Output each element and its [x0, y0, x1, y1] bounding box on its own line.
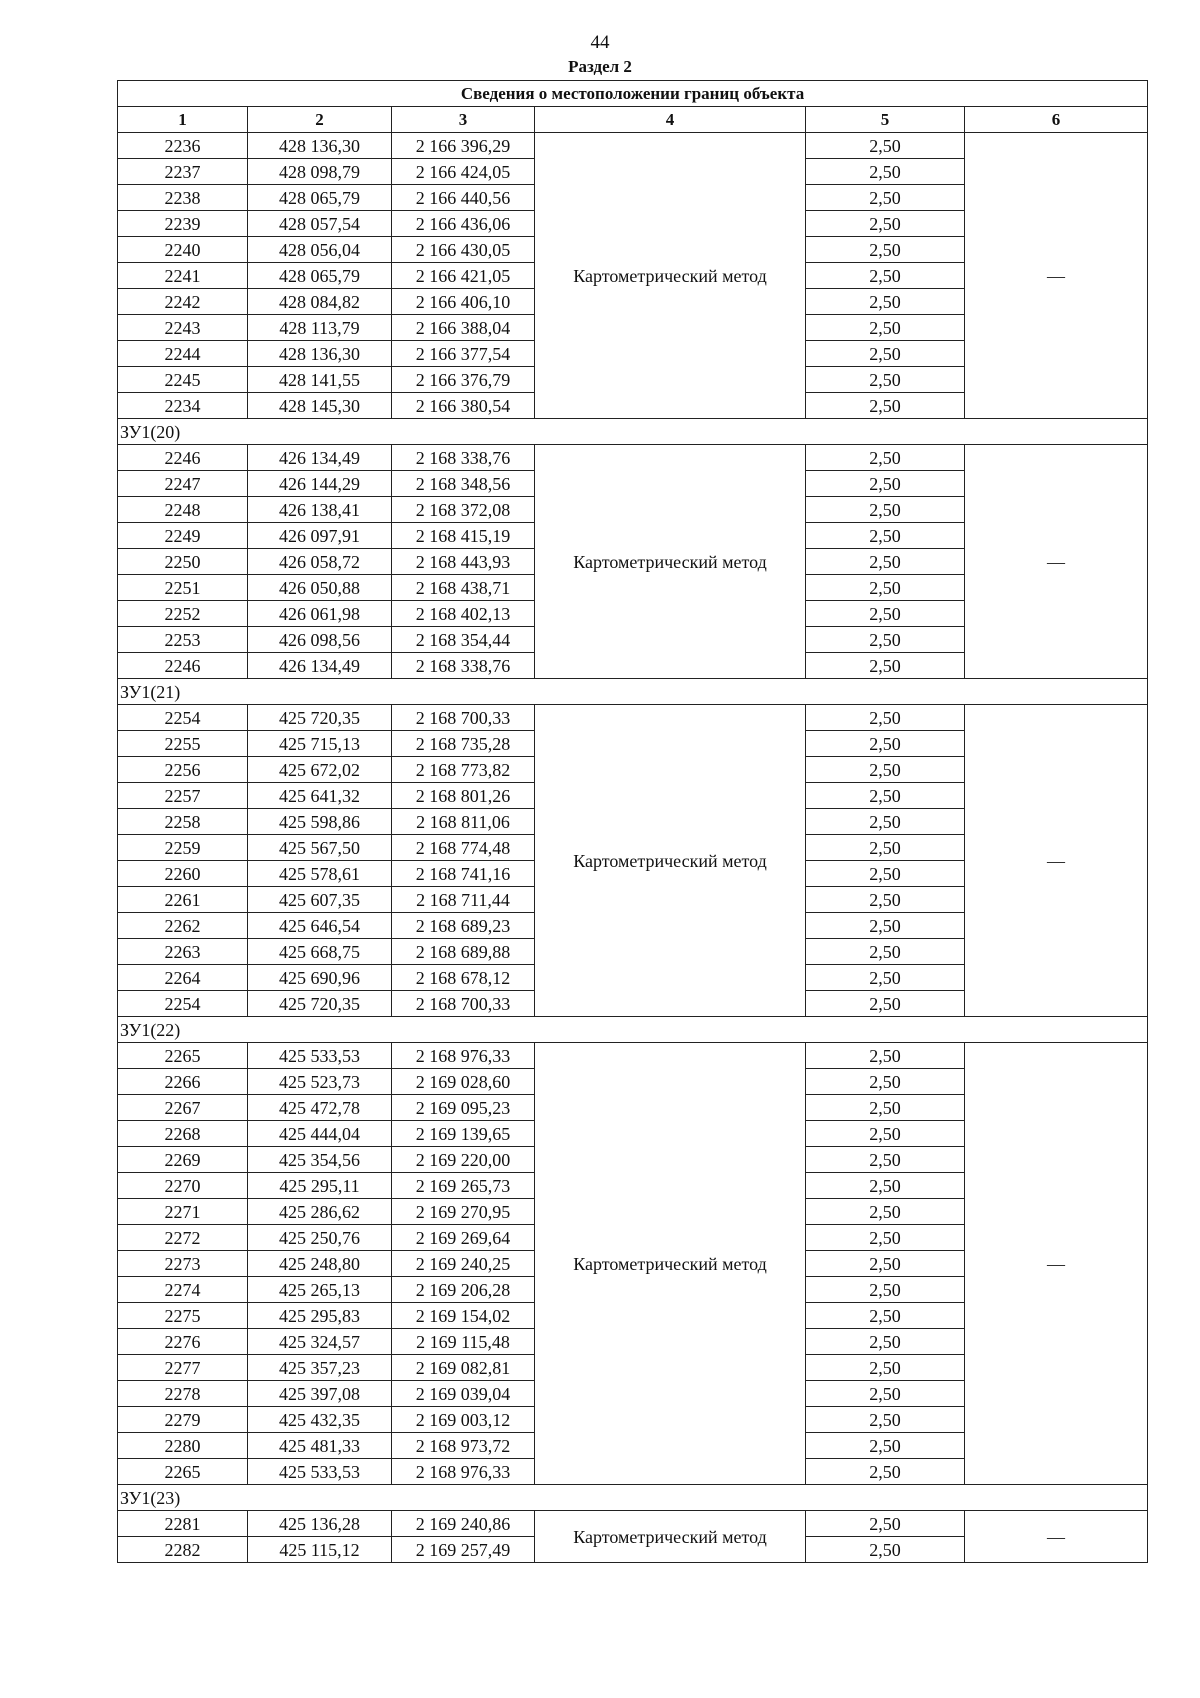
group-label: ЗУ1(23) [118, 1485, 1148, 1511]
coord-x: 426 061,98 [248, 601, 392, 627]
coord-y: 2 168 338,76 [392, 653, 535, 679]
point-number: 2240 [118, 237, 248, 263]
method-cell: Картометрический метод [535, 705, 806, 1017]
coord-x: 428 065,79 [248, 263, 392, 289]
coord-y: 2 169 139,65 [392, 1121, 535, 1147]
coord-x: 425 136,28 [248, 1511, 392, 1537]
column-header-1: 1 [118, 107, 248, 133]
coord-y: 2 166 430,05 [392, 237, 535, 263]
coord-x: 426 138,41 [248, 497, 392, 523]
accuracy-value: 2,50 [806, 991, 965, 1017]
coord-x: 425 357,23 [248, 1355, 392, 1381]
coord-x: 428 145,30 [248, 393, 392, 419]
coord-x: 425 690,96 [248, 965, 392, 991]
coord-x: 425 472,78 [248, 1095, 392, 1121]
accuracy-value: 2,50 [806, 237, 965, 263]
coord-y: 2 169 240,25 [392, 1251, 535, 1277]
point-number: 2263 [118, 939, 248, 965]
accuracy-value: 2,50 [806, 367, 965, 393]
coord-y: 2 166 377,54 [392, 341, 535, 367]
accuracy-value: 2,50 [806, 913, 965, 939]
coord-y: 2 166 440,56 [392, 185, 535, 211]
accuracy-value: 2,50 [806, 1173, 965, 1199]
page-number: 44 [590, 32, 610, 53]
accuracy-value: 2,50 [806, 1251, 965, 1277]
coord-y: 2 168 438,71 [392, 575, 535, 601]
coord-y: 2 169 154,02 [392, 1303, 535, 1329]
accuracy-value: 2,50 [806, 653, 965, 679]
accuracy-value: 2,50 [806, 939, 965, 965]
table-row [118, 1043, 1148, 1069]
point-number: 2254 [118, 991, 248, 1017]
coord-x: 425 672,02 [248, 757, 392, 783]
coord-y: 2 166 380,54 [392, 393, 535, 419]
point-number: 2277 [118, 1355, 248, 1381]
coord-x: 425 668,75 [248, 939, 392, 965]
point-number: 2252 [118, 601, 248, 627]
accuracy-value: 2,50 [806, 1433, 965, 1459]
point-number: 2250 [118, 549, 248, 575]
column-header-2: 2 [248, 107, 392, 133]
accuracy-value: 2,50 [806, 627, 965, 653]
accuracy-value: 2,50 [806, 445, 965, 471]
column-header-4: 4 [535, 107, 806, 133]
accuracy-value: 2,50 [806, 497, 965, 523]
boundary-coordinates-table [117, 80, 1148, 1563]
point-number: 2234 [118, 393, 248, 419]
coord-y: 2 169 082,81 [392, 1355, 535, 1381]
table-body [118, 133, 1148, 1563]
point-number: 2239 [118, 211, 248, 237]
coord-y: 2 166 406,10 [392, 289, 535, 315]
point-number: 2259 [118, 835, 248, 861]
coord-y: 2 166 388,04 [392, 315, 535, 341]
coord-x: 428 136,30 [248, 341, 392, 367]
table-row [118, 1511, 1148, 1537]
coord-y: 2 166 436,06 [392, 211, 535, 237]
coord-y: 2 169 206,28 [392, 1277, 535, 1303]
method-cell: Картометрический метод [535, 1043, 806, 1485]
accuracy-value: 2,50 [806, 315, 965, 341]
coord-x: 425 481,33 [248, 1433, 392, 1459]
accuracy-value: 2,50 [806, 705, 965, 731]
coord-y: 2 169 039,04 [392, 1381, 535, 1407]
coord-y: 2 168 354,44 [392, 627, 535, 653]
point-number: 2248 [118, 497, 248, 523]
point-number: 2236 [118, 133, 248, 159]
coord-x: 425 607,35 [248, 887, 392, 913]
coord-y: 2 168 689,23 [392, 913, 535, 939]
coord-x: 425 397,08 [248, 1381, 392, 1407]
point-number: 2266 [118, 1069, 248, 1095]
coord-y: 2 169 270,95 [392, 1199, 535, 1225]
coord-y: 2 168 443,93 [392, 549, 535, 575]
point-number: 2244 [118, 341, 248, 367]
accuracy-value: 2,50 [806, 1225, 965, 1251]
accuracy-value: 2,50 [806, 185, 965, 211]
coord-y: 2 169 265,73 [392, 1173, 535, 1199]
accuracy-value: 2,50 [806, 523, 965, 549]
coord-y: 2 168 372,08 [392, 497, 535, 523]
coord-x: 425 248,80 [248, 1251, 392, 1277]
coord-y: 2 168 338,76 [392, 445, 535, 471]
coord-x: 425 567,50 [248, 835, 392, 861]
point-number: 2258 [118, 809, 248, 835]
coord-y: 2 169 028,60 [392, 1069, 535, 1095]
point-number: 2270 [118, 1173, 248, 1199]
point-number: 2265 [118, 1459, 248, 1485]
accuracy-value: 2,50 [806, 1095, 965, 1121]
coord-x: 426 097,91 [248, 523, 392, 549]
method-cell: Картометрический метод [535, 445, 806, 679]
accuracy-value: 2,50 [806, 1407, 965, 1433]
coord-y: 2 168 689,88 [392, 939, 535, 965]
table-row [118, 133, 1148, 159]
coord-y: 2 166 421,05 [392, 263, 535, 289]
point-number: 2281 [118, 1511, 248, 1537]
accuracy-value: 2,50 [806, 549, 965, 575]
coord-x: 426 144,29 [248, 471, 392, 497]
point-number: 2275 [118, 1303, 248, 1329]
point-number: 2237 [118, 159, 248, 185]
coord-x: 426 134,49 [248, 653, 392, 679]
point-number: 2276 [118, 1329, 248, 1355]
point-number: 2274 [118, 1277, 248, 1303]
accuracy-value: 2,50 [806, 575, 965, 601]
accuracy-value: 2,50 [806, 1511, 965, 1537]
point-number: 2255 [118, 731, 248, 757]
coord-y: 2 168 402,13 [392, 601, 535, 627]
coord-y: 2 166 376,79 [392, 367, 535, 393]
coord-y: 2 169 003,12 [392, 1407, 535, 1433]
coord-y: 2 168 801,26 [392, 783, 535, 809]
accuracy-value: 2,50 [806, 887, 965, 913]
point-number: 2242 [118, 289, 248, 315]
column-header-3: 3 [392, 107, 535, 133]
table-row [118, 705, 1148, 731]
coord-x: 425 715,13 [248, 731, 392, 757]
accuracy-value: 2,50 [806, 965, 965, 991]
point-number: 2246 [118, 653, 248, 679]
coord-y: 2 166 424,05 [392, 159, 535, 185]
coord-y: 2 169 257,49 [392, 1537, 535, 1563]
section-title: Раздел 2 [568, 57, 632, 76]
accuracy-value: 2,50 [806, 1355, 965, 1381]
point-number: 2241 [118, 263, 248, 289]
coord-x: 425 598,86 [248, 809, 392, 835]
point-number: 2257 [118, 783, 248, 809]
accuracy-value: 2,50 [806, 809, 965, 835]
coord-x: 425 265,13 [248, 1277, 392, 1303]
coord-x: 428 141,55 [248, 367, 392, 393]
coord-y: 2 168 700,33 [392, 991, 535, 1017]
coord-y: 2 166 396,29 [392, 133, 535, 159]
point-number: 2247 [118, 471, 248, 497]
coord-y: 2 168 976,33 [392, 1043, 535, 1069]
accuracy-value: 2,50 [806, 1277, 965, 1303]
point-number: 2282 [118, 1537, 248, 1563]
coord-x: 428 084,82 [248, 289, 392, 315]
group-label-row [118, 1485, 1148, 1511]
point-number: 2269 [118, 1147, 248, 1173]
coord-y: 2 168 678,12 [392, 965, 535, 991]
coord-y: 2 168 735,28 [392, 731, 535, 757]
column-6-dash: — [965, 445, 1148, 679]
column-header-6: 6 [965, 107, 1148, 133]
accuracy-value: 2,50 [806, 1537, 965, 1563]
coord-x: 425 295,83 [248, 1303, 392, 1329]
coord-y: 2 169 240,86 [392, 1511, 535, 1537]
accuracy-value: 2,50 [806, 159, 965, 185]
coord-y: 2 168 711,44 [392, 887, 535, 913]
group-label-row [118, 1017, 1148, 1043]
table-row [118, 445, 1148, 471]
point-number: 2245 [118, 367, 248, 393]
accuracy-value: 2,50 [806, 1459, 965, 1485]
accuracy-value: 2,50 [806, 1329, 965, 1355]
coord-x: 428 136,30 [248, 133, 392, 159]
column-header-5: 5 [806, 107, 965, 133]
column-6-dash: — [965, 133, 1148, 419]
table-caption: Сведения о местоположении границ объекта [118, 81, 1148, 107]
coord-y: 2 168 741,16 [392, 861, 535, 887]
point-number: 2278 [118, 1381, 248, 1407]
point-number: 2279 [118, 1407, 248, 1433]
point-number: 2280 [118, 1433, 248, 1459]
point-number: 2260 [118, 861, 248, 887]
accuracy-value: 2,50 [806, 731, 965, 757]
point-number: 2254 [118, 705, 248, 731]
coord-x: 425 720,35 [248, 991, 392, 1017]
point-number: 2251 [118, 575, 248, 601]
coord-x: 425 646,54 [248, 913, 392, 939]
group-label-row [118, 419, 1148, 445]
accuracy-value: 2,50 [806, 1147, 965, 1173]
accuracy-value: 2,50 [806, 211, 965, 237]
accuracy-value: 2,50 [806, 289, 965, 315]
coord-x: 425 324,57 [248, 1329, 392, 1355]
method-cell: Картометрический метод [535, 133, 806, 419]
coord-x: 428 057,54 [248, 211, 392, 237]
column-6-dash: — [965, 705, 1148, 1017]
point-number: 2238 [118, 185, 248, 211]
point-number: 2268 [118, 1121, 248, 1147]
coord-x: 426 050,88 [248, 575, 392, 601]
accuracy-value: 2,50 [806, 471, 965, 497]
coord-x: 428 113,79 [248, 315, 392, 341]
coord-y: 2 169 115,48 [392, 1329, 535, 1355]
coord-y: 2 168 415,19 [392, 523, 535, 549]
coord-x: 426 134,49 [248, 445, 392, 471]
accuracy-value: 2,50 [806, 1303, 965, 1329]
coord-x: 425 354,56 [248, 1147, 392, 1173]
group-label: ЗУ1(21) [118, 679, 1148, 705]
point-number: 2246 [118, 445, 248, 471]
coord-x: 425 720,35 [248, 705, 392, 731]
coord-y: 2 169 220,00 [392, 1147, 535, 1173]
column-6-dash: — [965, 1511, 1148, 1563]
accuracy-value: 2,50 [806, 1121, 965, 1147]
coord-y: 2 169 095,23 [392, 1095, 535, 1121]
coord-x: 425 286,62 [248, 1199, 392, 1225]
group-label-row [118, 679, 1148, 705]
column-6-dash: — [965, 1043, 1148, 1485]
coord-x: 425 578,61 [248, 861, 392, 887]
point-number: 2256 [118, 757, 248, 783]
coord-y: 2 168 348,56 [392, 471, 535, 497]
coord-x: 428 098,79 [248, 159, 392, 185]
coord-y: 2 168 811,06 [392, 809, 535, 835]
coord-x: 425 250,76 [248, 1225, 392, 1251]
coord-x: 425 295,11 [248, 1173, 392, 1199]
point-number: 2243 [118, 315, 248, 341]
point-number: 2271 [118, 1199, 248, 1225]
group-label: ЗУ1(22) [118, 1017, 1148, 1043]
coord-y: 2 168 773,82 [392, 757, 535, 783]
coord-x: 425 444,04 [248, 1121, 392, 1147]
coord-x: 425 641,32 [248, 783, 392, 809]
coord-x: 425 533,53 [248, 1459, 392, 1485]
point-number: 2267 [118, 1095, 248, 1121]
point-number: 2253 [118, 627, 248, 653]
accuracy-value: 2,50 [806, 1043, 965, 1069]
coord-x: 425 115,12 [248, 1537, 392, 1563]
coord-x: 426 098,56 [248, 627, 392, 653]
accuracy-value: 2,50 [806, 1069, 965, 1095]
accuracy-value: 2,50 [806, 601, 965, 627]
coord-x: 425 432,35 [248, 1407, 392, 1433]
point-number: 2264 [118, 965, 248, 991]
group-label: ЗУ1(20) [118, 419, 1148, 445]
coord-x: 425 533,53 [248, 1043, 392, 1069]
accuracy-value: 2,50 [806, 341, 965, 367]
method-cell: Картометрический метод [535, 1511, 806, 1563]
coord-x: 428 065,79 [248, 185, 392, 211]
accuracy-value: 2,50 [806, 861, 965, 887]
point-number: 2262 [118, 913, 248, 939]
accuracy-value: 2,50 [806, 783, 965, 809]
point-number: 2273 [118, 1251, 248, 1277]
accuracy-value: 2,50 [806, 1381, 965, 1407]
coord-x: 428 056,04 [248, 237, 392, 263]
coord-x: 426 058,72 [248, 549, 392, 575]
coord-y: 2 168 976,33 [392, 1459, 535, 1485]
accuracy-value: 2,50 [806, 1199, 965, 1225]
point-number: 2261 [118, 887, 248, 913]
point-number: 2249 [118, 523, 248, 549]
point-number: 2265 [118, 1043, 248, 1069]
coord-x: 425 523,73 [248, 1069, 392, 1095]
accuracy-value: 2,50 [806, 757, 965, 783]
point-number: 2272 [118, 1225, 248, 1251]
accuracy-value: 2,50 [806, 263, 965, 289]
accuracy-value: 2,50 [806, 133, 965, 159]
coord-y: 2 168 700,33 [392, 705, 535, 731]
accuracy-value: 2,50 [806, 835, 965, 861]
accuracy-value: 2,50 [806, 393, 965, 419]
coord-y: 2 168 774,48 [392, 835, 535, 861]
coord-y: 2 169 269,64 [392, 1225, 535, 1251]
coord-y: 2 168 973,72 [392, 1433, 535, 1459]
